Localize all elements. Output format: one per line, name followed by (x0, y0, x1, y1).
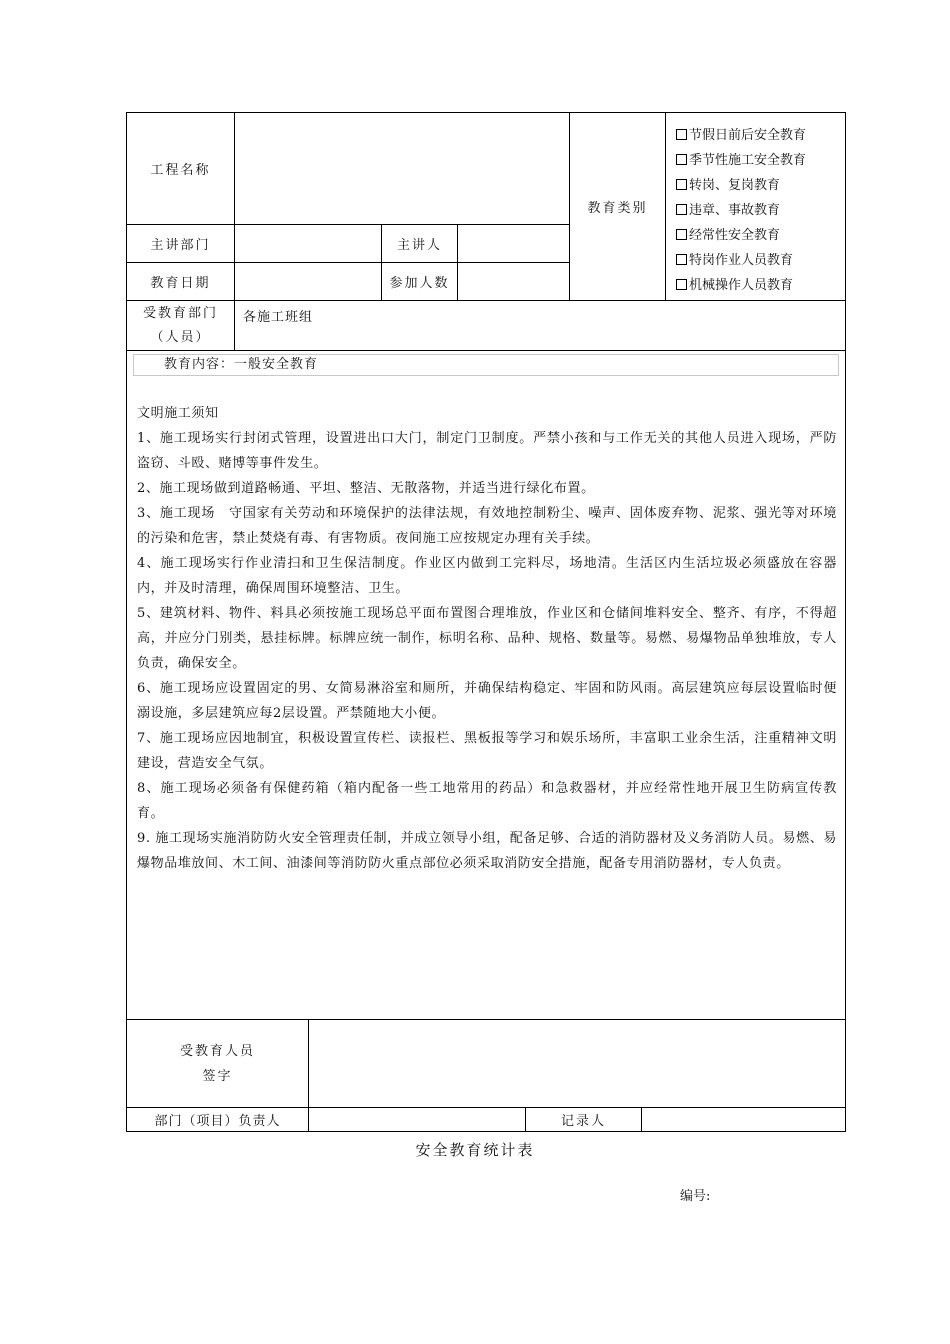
content-paragraph: 5、建筑材料、物件、料具必须按施工现场总平面布置图合理堆放，作业区和仓储间堆料安全、整齐、有序，不得超高，并应分门别类，悬挂标牌。标牌应统一制作，标明名称、品种、规格、数量等。易燃、易爆物品单独堆放，专人负责，确保安全。 (137, 606, 837, 671)
edu-date-field[interactable] (235, 263, 381, 300)
edu-category-label: 经常性安全教育 (689, 228, 781, 243)
content-paragraph: 3、施工现场 守国家有关劳动和环境保护的法律法规，有效地控制粉尘、噪声、固体废弃物、泥浆、强光等对环境的污染和危害，禁止焚烧有毒、有害物质。夜间施工应按规定办理有关手续。 (137, 506, 837, 546)
content-paragraph: 8、施工现场必须备有保健药箱（箱内配备一些工地常用的药品）和急救器材，并应经常性地开展卫生防病宣传教育。 (137, 781, 837, 821)
edu-category-label: 季节性施工安全教育 (689, 153, 807, 168)
signature-label (127, 1020, 308, 1107)
serial-number-label: 编号: (680, 1189, 711, 1204)
edu-category-label: 转岗、复岗教育 (689, 178, 781, 193)
edu-category-option[interactable] (676, 148, 846, 173)
edu-category-option[interactable] (676, 198, 846, 223)
signature-label-line1: 受教育人员 (179, 1043, 255, 1059)
project-name-field[interactable] (235, 113, 569, 224)
edu-category-option[interactable] (676, 273, 846, 298)
project-name-label: 工程名称 (150, 163, 211, 178)
content-paragraph: 9. 施工现场实施消防防火安全管理责任制，并成立领导小组，配备足够、合适的消防器材及义务消防人员。易燃、易爆物品堆放间、木工间、油漆间等消防防火重点部位必须采取消防安全措施，配备专用消防器材，专人负责。 (137, 831, 837, 871)
dept-head-label: 部门（项目）负责人 (154, 1114, 281, 1129)
signature-label-line2: 签字 (202, 1068, 233, 1084)
lecture-dept-field[interactable] (235, 225, 381, 262)
safety-education-form (126, 112, 846, 1132)
trainee-dept-label (127, 301, 234, 350)
dept-head-field[interactable] (309, 1108, 525, 1131)
content-paragraph: 7、施工现场应因地制宜，积极设置宣传栏、读报栏、黑板报等学习和娱乐场所，丰富职工业余生活，注重精神文明建设，营造安全气氛。 (137, 731, 837, 771)
rule-type-right (665, 113, 666, 300)
edu-category-option[interactable] (676, 223, 846, 248)
edu-category-option[interactable] (676, 123, 846, 148)
checkbox-icon[interactable] (676, 204, 687, 215)
edu-category-list (676, 123, 846, 298)
edu-type-label: 教育类别 (587, 201, 648, 216)
checkbox-icon[interactable] (676, 229, 687, 240)
signature-field[interactable] (309, 1020, 845, 1107)
edu-category-label: 节假日前后安全教育 (689, 128, 807, 143)
participants-label: 参加人数 (389, 276, 450, 291)
checkbox-icon[interactable] (676, 279, 687, 290)
recorder-field[interactable] (642, 1108, 845, 1131)
edu-date-label: 教育日期 (150, 276, 211, 291)
edu-category-label: 特岗作业人员教育 (689, 253, 794, 268)
content-paragraph: 1、施工现场实行封闭式管理，设置进出口大门，制定门卫制度。严禁小孩和与工作无关的其他人员进入现场，严防盗窃、斗殴、赌博等事件发生。 (137, 431, 837, 471)
content-body (137, 401, 837, 876)
content-heading: 文明施工须知 (137, 406, 219, 421)
rule-trainee-bottom (127, 350, 845, 351)
trainee-dept-label-line1: 受教育部门 (142, 305, 218, 321)
lecture-dept-label: 主讲部门 (150, 238, 211, 253)
checkbox-icon[interactable] (676, 154, 687, 165)
checkbox-icon[interactable] (676, 129, 687, 140)
edu-category-option[interactable] (676, 248, 846, 273)
document-title: 安全教育统计表 (415, 1141, 535, 1159)
edu-category-label: 机械操作人员教育 (689, 278, 794, 293)
edu-category-option[interactable] (676, 173, 846, 198)
recorder-label: 记录人 (560, 1114, 606, 1129)
checkbox-icon[interactable] (676, 179, 687, 190)
trainee-dept-field[interactable]: 各施工班组 (243, 310, 314, 325)
content-paragraph: 4、施工现场实行作业清扫和卫生保洁制度。作业区内做到工完料尽，场地清。生活区内生活垃圾必须盛放在容器内，并及时清理，确保周围环境整洁、卫生。 (137, 556, 837, 596)
lecturer-field[interactable] (458, 225, 569, 262)
participants-field[interactable] (458, 263, 569, 300)
checkbox-icon[interactable] (676, 254, 687, 265)
content-paragraph: 2、施工现场做到道路畅通、平坦、整洁、无散落物，并适当进行绿化布置。 (137, 481, 595, 496)
content-paragraph: 6、施工现场应设置固定的男、女简易淋浴室和厕所，并确保结构稳定、牢固和防风雨。高层建筑应每层设置临时便溺设施，多层建筑应每2层设置。严禁随地大小便。 (137, 681, 837, 721)
lecturer-label: 主讲人 (396, 238, 442, 253)
edu-category-label: 违章、事故教育 (689, 203, 781, 218)
content-header: 教育内容：一般安全教育 (133, 354, 839, 376)
trainee-dept-label-line2: （人员） (150, 329, 211, 345)
